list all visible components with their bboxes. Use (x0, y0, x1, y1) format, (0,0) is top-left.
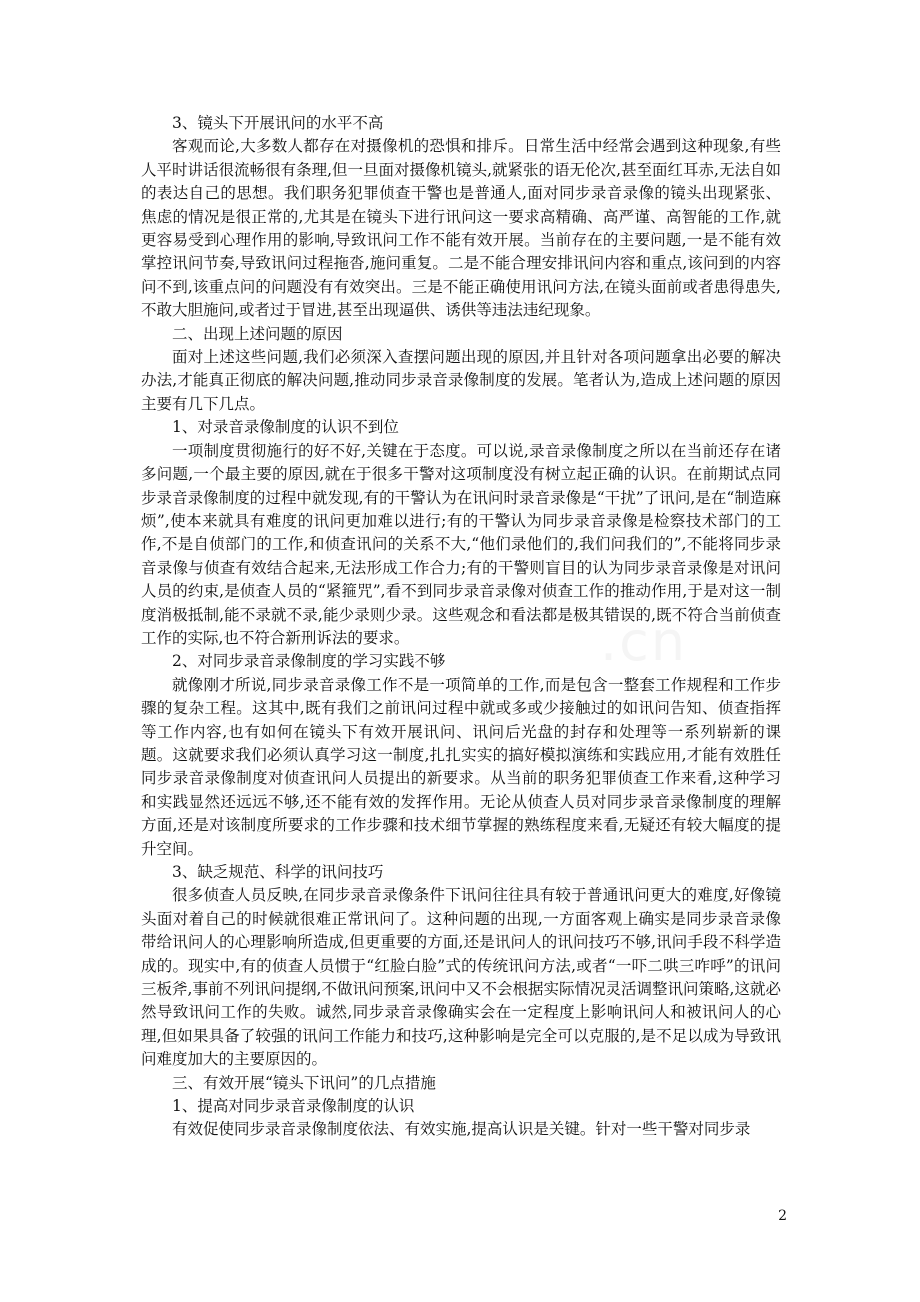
body-paragraph: 客观而论,大多数人都存在对摄像机的恐惧和排斥。日常生活中经常会遇到这种现象,有些人平时讲话很流畅很有条理,但一旦面对摄像机镜头,就紧张的语无伦次,甚至面红耳赤,无法自如的表达自己的思想。我们职务犯罪侦查干警也是普通人,面对同步录音录像的镜头出现紧张、焦虑的情况是很正常的,尤其是在镜头下进行讯问这一要求高精确、高严谨、高智能的工作,就更容易受到心理作用的影响,导致讯问工作不能有效开展。当前存在的主要问题,一是不能有效掌控讯问节奏,导致讯问过程拖沓,施问重复。二是不能合理安排讯问内容和重点,该问到的内容问不到,该重点问的问题没有有效突出。三是不能正确使用讯问方法,在镜头面前或者患得患失,不敢大胆施问,或者过于冒进,甚至出现逼供、诱供等违法违纪现象。 (141, 137, 781, 320)
section-heading: 二、出现上述问题的原因 (172, 324, 343, 343)
page-number: 2 (778, 1208, 787, 1224)
body-paragraph: 很多侦查人员反映,在同步录音录像条件下讯问往往具有较于普通讯问更大的难度,好像镜头面对着自己的时候就很难正常讯问了。这种问题的出现,一方面客观上确实是同步录音录像带给讯问人的心理影响所造成,但更重要的方面,还是讯问人的讯问技巧不够,讯问手段不科学造成的。现实中,有的侦查人员惯于“红脸白脸”式的传统讯问方法,或者“一吓二哄三咋呼”的讯问三板斧,事前不列讯问提纲,不做讯问预案,讯问中又不会根据实际情况灵活调整讯问策略,这就必然导致讯问工作的失败。诚然,同步录音录像确实会在一定程度上影响讯问人和被讯问人的心理,但如果具备了较强的讯问工作能力和技巧,这种影响是完全可以克服的,是不足以成为导致讯问难度加大的主要原因的。 (141, 886, 781, 1069)
document-body (141, 112, 781, 1142)
body-paragraph: 面对上述这些问题,我们必须深入查摆问题出现的原因,并且针对各项问题拿出必要的解决办法,才能真正彻底的解决问题,推动同步录音录像制度的发展。笔者认为,造成上述问题的原因主要有几下几点。 (141, 348, 781, 413)
body-paragraph: 一项制度贯彻施行的好不好,关键在于态度。可以说,录音录像制度之所以在当前还存在诸多问题,一个最主要的原因,就在于很多干警对这项制度没有树立起正确的认识。在前期试点同步录音录像制度的过程中就发现,有的干警认为在讯问时录音录像是“干扰”了讯问,是在“制造麻烦”,使本来就具有难度的讯问更加难以进行;有的干警认为同步录音录像是检察技术部门的工作,不是自侦部门的工作,和侦查讯问的关系不大,“他们录他们的,我们问我们的”,不能将同步录音录像与侦查有效结合起来,无法形成工作合力;有的干警则盲目的认为同步录音录像是对讯问人员的约束,是侦查人员的“紧箍咒”,看不到同步录音录像对侦查工作的推动作用,于是对这一制度消极抵制,能不录就不录,能少录则少录。这些观念和看法都是极其错误的,既不符合当前侦查工作的实际,也不符合新刑诉法的要求。 (141, 441, 781, 647)
section-heading: 3、镜头下开展讯问的水平不高 (172, 114, 384, 132)
section-heading: 1、提高对同步录音录像制度的认识 (172, 1097, 415, 1116)
body-paragraph: 就像刚才所说,同步录音录像工作不是一项简单的工作,而是包含一整套工作规程和工作步骤的复杂工程。这其中,既有我们之前讯问过程中就或多或少接触过的如讯问告知、侦查指挥等工作内容,也有如何在镜头下有效开展讯问、讯问后光盘的封存和处理等一系列崭新的课题。这就要求我们必须认真学习这一制度,扎扎实实的搞好模拟演练和实践应用,才能有效胜任同步录音录像制度对侦查讯问人员提出的新要求。从当前的职务犯罪侦查工作来看,这种学习和实践显然还远远不够,还不能有效的发挥作用。无论从侦查人员对同步录音录像制度的理解方面,还是对该制度所要求的工作步骤和技术细节掌握的熟练程度来看,无疑还有较大幅度的提升空间。 (141, 675, 781, 858)
section-heading: 1、对录音录像制度的认识不到位 (172, 418, 399, 437)
watermark: .cn (600, 610, 688, 673)
section-heading: 3、缺乏规范、科学的讯问技巧 (172, 863, 384, 881)
section-heading: 2、对同步录音录像制度的学习实践不够 (172, 652, 446, 671)
body-paragraph: 有效促使同步录音录像制度依法、有效实施,提高认识是关键。针对一些干警对同步录 (172, 1120, 751, 1139)
section-heading: 三、有效开展“镜头下讯问”的几点措施 (172, 1073, 436, 1092)
